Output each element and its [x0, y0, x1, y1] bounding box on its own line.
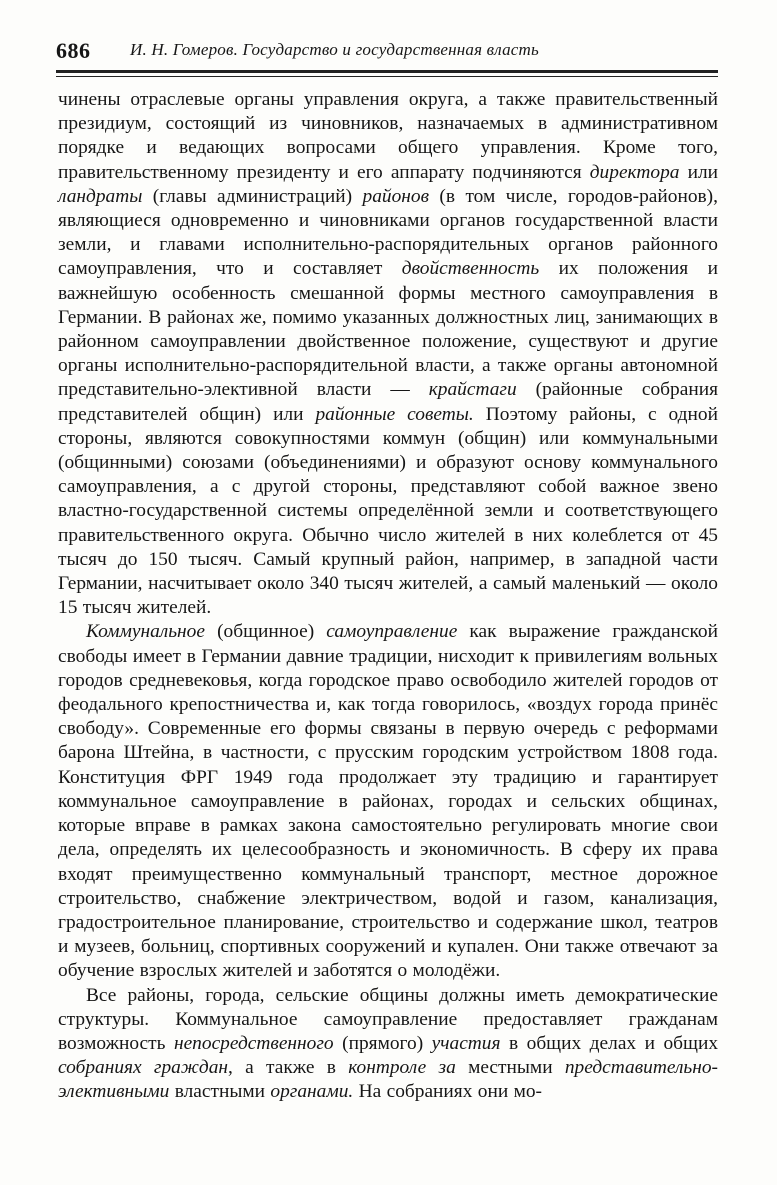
text-run: Поэтому районы, с одной стороны, являются совокупностями коммун (общин) или коммунальными (общинными) союзами (объединениями) и образуют основу коммунального самоуправления, а с другой стороны, представляют собой важное звено властно-государственной системы определённой земли и соответствующего правительственного округа. Обычно число жителей в них колеблется от 45 тысяч до 150 тысяч. Самый крупный район, например, в западной части Германии, насчитывает около 340 тысяч жителей, а самый маленький — около 15 тысяч жителей. — [58, 403, 718, 619]
text-run: властными — [169, 1081, 271, 1103]
text-run: (районные собрания представителей общин) или — [58, 379, 719, 425]
emphasized-term: районов — [362, 185, 430, 207]
emphasized-term: крайстаги — [428, 379, 517, 401]
text-run: (общинное) — [204, 621, 327, 643]
emphasized-term: непосредственного — [173, 1032, 334, 1054]
text-run: их положения и важнейшую особенность смешанной формы местного самоуправления в Германии. В районах же, помимо указанных должностных лиц, занимающих в районном самоуправлении двойственное положение, существуют и другие органы исполнительно-распорядительной власти, а также органы автономной представительно-элективной власти — — [58, 258, 718, 401]
emphasized-term: собраниях граждан — [58, 1057, 229, 1079]
text-run: На собраниях они мо- — [353, 1081, 542, 1103]
text-run: в общих делах и общих — [500, 1032, 719, 1054]
paragraph — [58, 620, 718, 983]
text-run: чинены отраслевые органы управления округа, а также правительственный президиум, состоящий из чиновников, назначаемых в административном порядке и ведающих вопросами общего управления. Кроме того, правительственному президенту и его аппарату подчиняются — [58, 89, 718, 183]
paragraph — [58, 88, 718, 620]
text-run: как выражение гражданской свободы имеет в Германии давние традиции, нисходит к привилегиям вольных городов средневековья, когда городское право освободило жителей городов от феодального крепостничества и, как тогда говорилось, «воздух города принёс свободу». Современные его формы связаны в первую очередь с реформами барона Штейна, в частности, с прусским городским устройством 1808 года. Конституция ФРГ 1949 года продолжает эту традицию и гарантирует коммунальное самоуправление в районах, городах и сельских общинах, которые вправе в рамках закона самостоятельно регулировать многие свои дела, определять их целесообразность и экономичность. В сферу их права входят преимущественно коммунальный транспорт, местное дорожное строительство, снабжение электричеством, водой и газом, канализация, градостроительное планирование, строительство и содержание школ, театров и музеев, больниц, спортивных сооружений и купален. Они также отвечают за обучение взрослых жителей и заботятся о молодёжи. — [58, 621, 718, 982]
text-run: или — [679, 161, 718, 183]
emphasized-term: ландраты — [58, 185, 143, 207]
page-header — [56, 36, 718, 72]
emphasized-term: контроле за — [348, 1057, 456, 1079]
paragraph — [58, 984, 718, 1105]
text-run: местными — [455, 1057, 565, 1079]
emphasized-term: представительно-элективными — [58, 1057, 718, 1103]
page-number: 686 — [56, 38, 91, 63]
body-text — [58, 88, 718, 1105]
text-run: (главы администраций) — [142, 185, 363, 207]
emphasized-term: самоуправление — [326, 621, 458, 643]
text-run: (прямого) — [333, 1032, 432, 1054]
text-run: Все районы, города, сельские общины должны иметь демократические структуры. Коммунальное самоуправление предоставляет гражданам возможность — [58, 984, 718, 1054]
emphasized-term: органами. — [270, 1081, 354, 1103]
emphasized-term: двойственность — [401, 258, 540, 280]
header-rule-thick — [56, 70, 718, 73]
emphasized-term: Коммунальное — [86, 621, 205, 643]
text-run: , а также в — [228, 1057, 349, 1079]
emphasized-term: участия — [431, 1032, 501, 1054]
running-title: И. Н. Гомеров. Государство и государственная власть — [130, 40, 539, 59]
emphasized-term: районные советы. — [315, 403, 474, 425]
emphasized-term: директора — [589, 161, 680, 183]
header-rule-thin — [56, 76, 718, 77]
text-run: (в том числе, городов-районов), являющиеся одновременно и чиновниками органов государственной власти земли, и главами исполнительно-распорядительных органов районного самоуправления, что и составляет — [58, 185, 718, 280]
